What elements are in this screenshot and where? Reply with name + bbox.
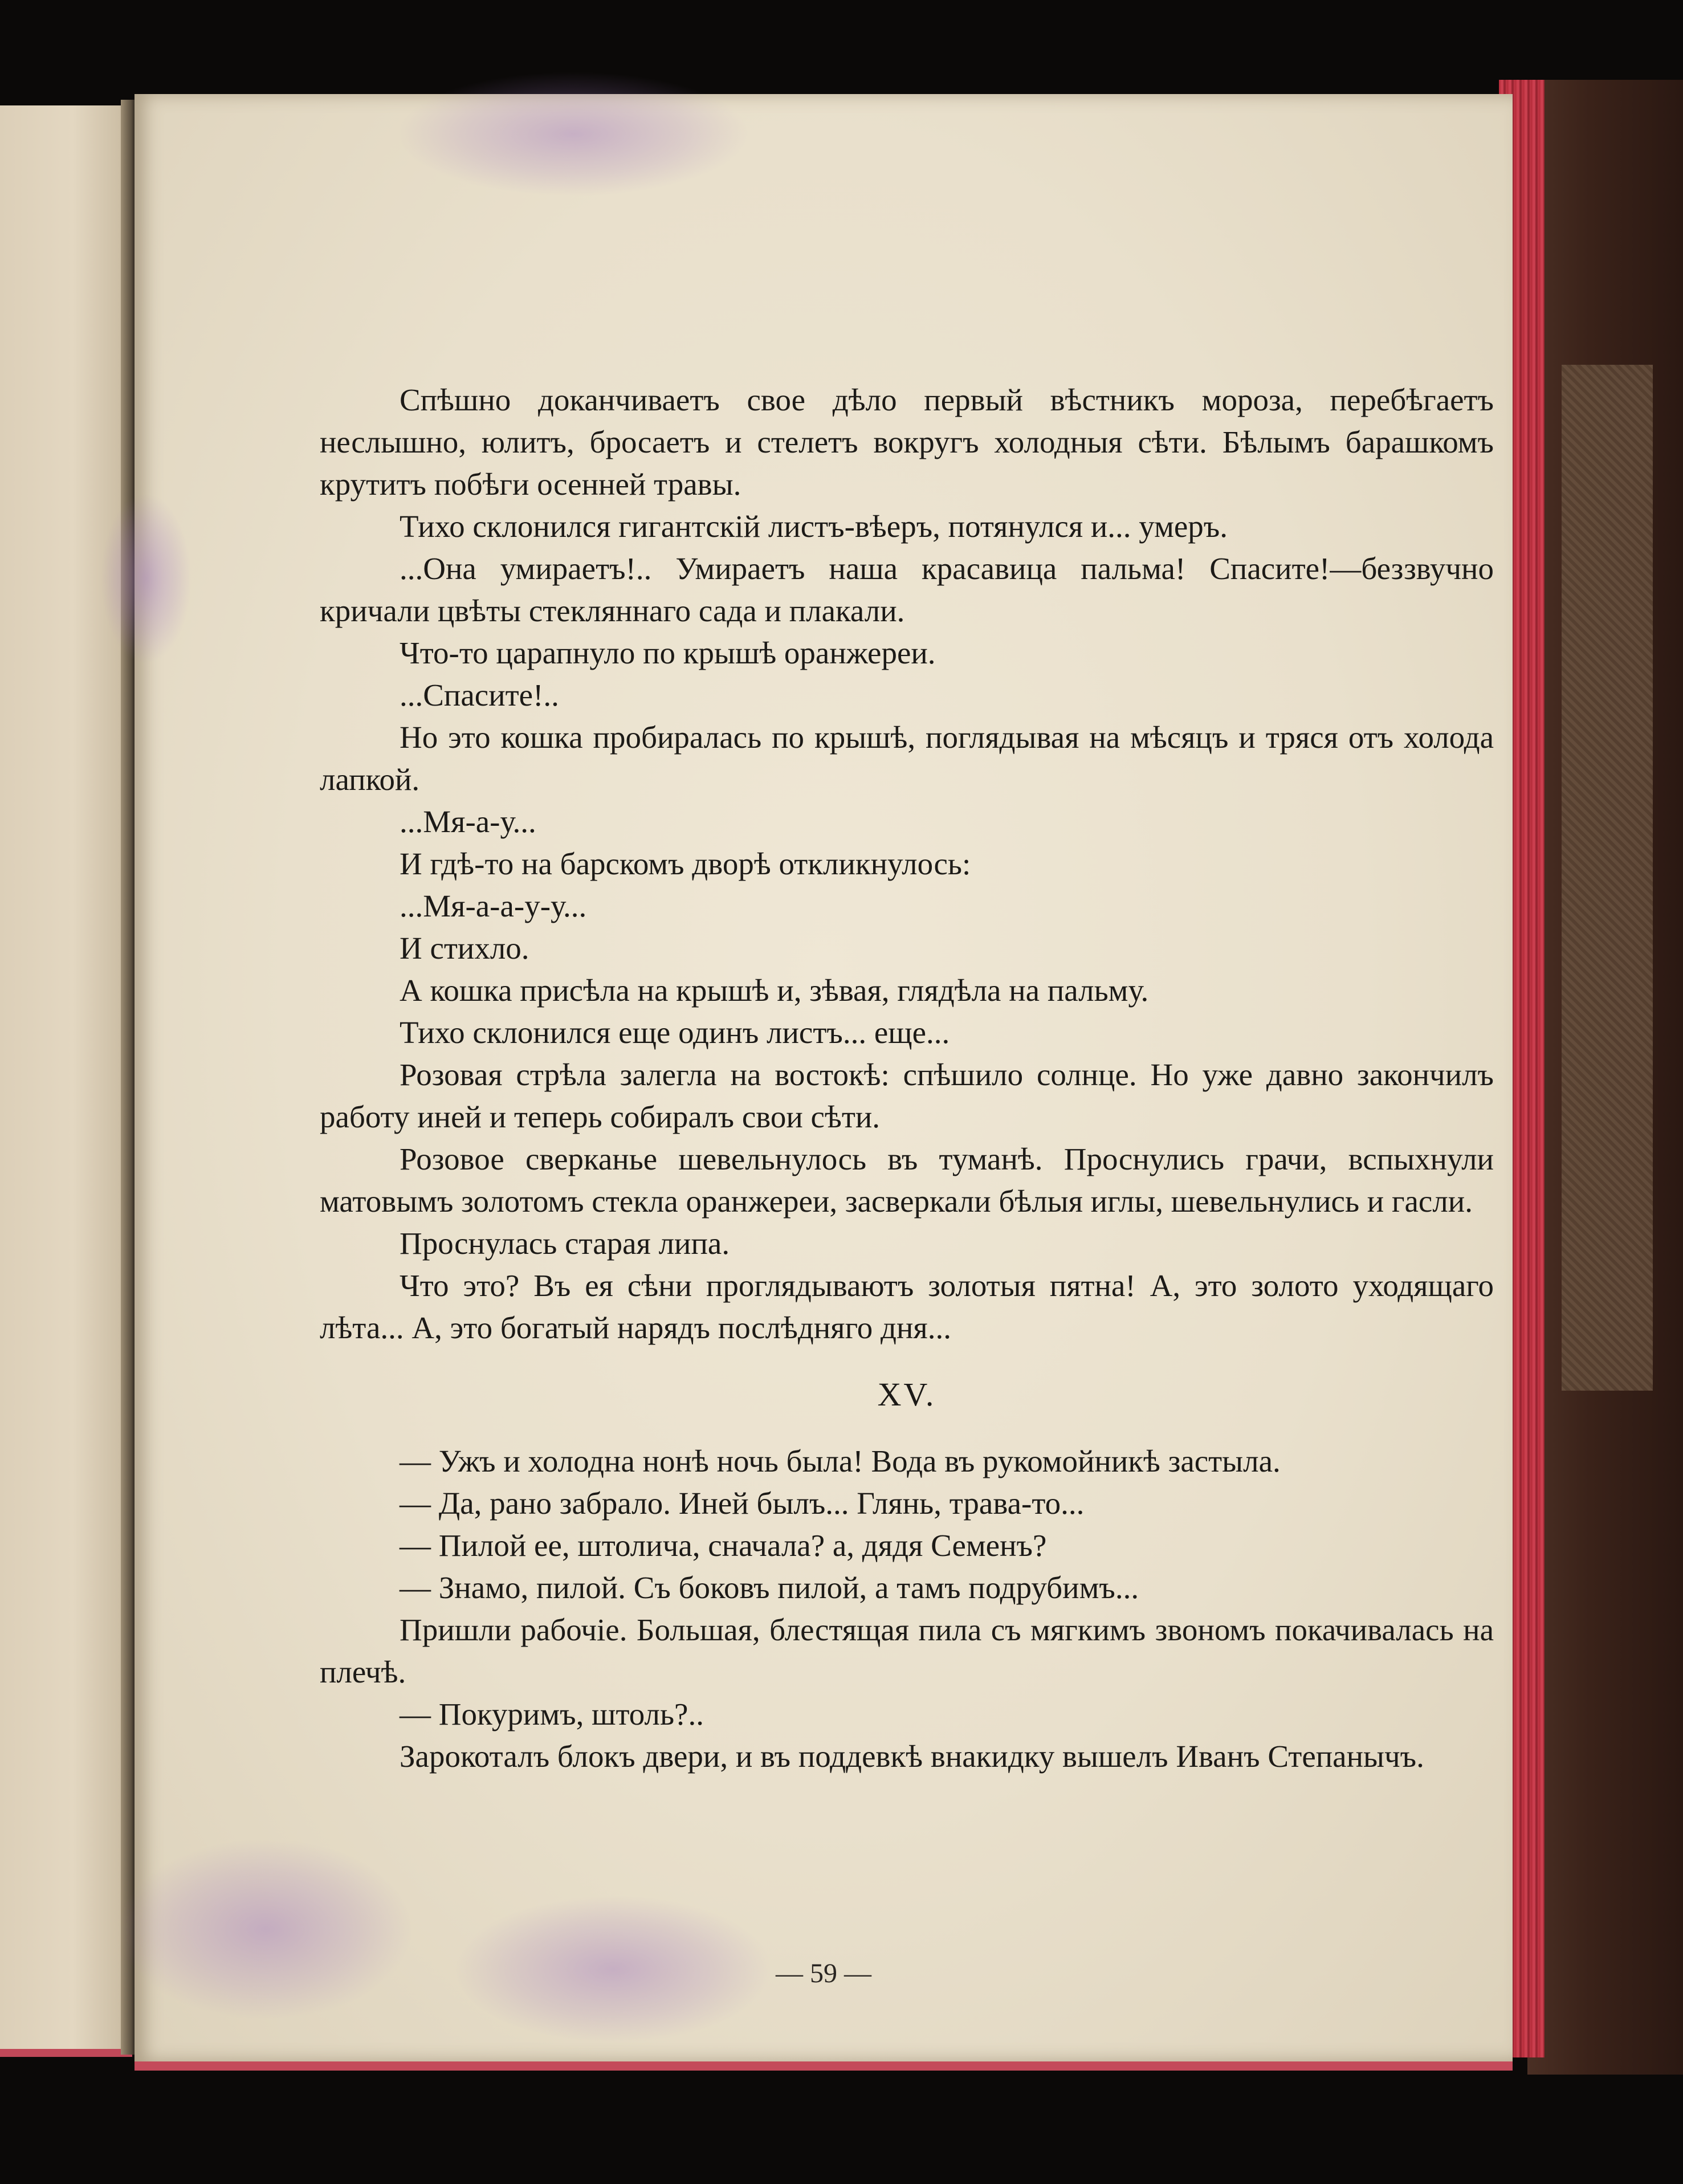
paragraph: ...Мя-а-у... (400, 804, 536, 839)
paragraph: Проснулась старая липа. (400, 1226, 730, 1261)
paragraph: ...Мя-а-а-у-у... (400, 889, 587, 923)
paragraph: Но это кошка пробиралась по крышѣ, поглядывая на мѣсяцъ и тряся отъ холода лапкой. (320, 720, 1494, 797)
paragraph: И гдѣ-то на барскомъ дворѣ откликнулось: (400, 846, 971, 881)
paragraph: — Пилой ее, штолича, сначала? а, дядя Семенъ? (400, 1528, 1047, 1563)
paragraph: Зарокоталъ блокъ двери, и въ поддевкѣ внакидку вышелъ Иванъ Степанычъ. (400, 1739, 1424, 1774)
ink-stain (100, 493, 191, 664)
paragraph: А кошка присѣла на крышѣ и, зѣвая, глядѣла на пальму. (400, 973, 1149, 1008)
page-number: — 59 — (776, 1958, 871, 1989)
paragraph: Тихо склонился еще одинъ листъ... еще... (400, 1015, 950, 1050)
paragraph: Спѣшно доканчиваетъ свое дѣло первый вѣстникъ мороза, перебѣгаетъ неслышно, юлитъ, бросаетъ и стелетъ вокругъ холодныя сѣти. Бѣлымъ барашкомъ крутитъ побѣги осенней травы. (320, 382, 1494, 502)
paragraph: Что-то царапнуло по крышѣ оранжереи. (400, 635, 936, 670)
paragraph: Тихо склонился гигантскій листъ-вѣеръ, потянулся и... умеръ. (400, 509, 1228, 544)
ink-stain (117, 1838, 414, 2020)
section-heading: XV. (877, 1376, 936, 1413)
cover-cloth-texture (1562, 365, 1653, 1391)
paragraph: Что это? Въ ея сѣни проглядываютъ золотыя пятна! А, это золото уходящаго лѣта... А, это богатый нарядъ послѣдняго дня... (320, 1268, 1494, 1345)
paragraph: Розовая стрѣла залегла на востокѣ: спѣшило солнце. Но уже давно закончилъ работу иней и теперь собиралъ свои сѣти. (320, 1057, 1494, 1134)
page-text (320, 379, 1494, 1778)
left-page (0, 105, 132, 2057)
paragraph: — Ужъ и холодна нонѣ ночь была! Вода въ рукомойникѣ застыла. (400, 1444, 1281, 1478)
paragraph: Розовое сверканье шевельнулось въ туманѣ. Проснулись грачи, вспыхнули матовымъ золотомъ стекла оранжереи, засверкали бѣлыя иглы, шевельнулись и гасли. (320, 1142, 1494, 1219)
ink-stain (397, 71, 750, 197)
paragraph: — Да, рано забрало. Иней былъ... Глянь, трава-то... (400, 1486, 1085, 1521)
book-page (135, 94, 1513, 2071)
paragraph: Пришли рабочіе. Большая, блестящая пила съ мягкимъ звономъ покачивалась на плечѣ. (320, 1612, 1494, 1689)
paragraph: ...Она умираетъ!.. Умираетъ наша красавица пальма! Спасите!—беззвучно кричали цвѣты стекляннаго сада и плакали. (320, 551, 1494, 628)
paragraph: — Покуримъ, штоль?.. (400, 1697, 704, 1731)
paragraph: И стихло. (400, 931, 529, 965)
paragraph: ...Спасите!.. (400, 678, 559, 712)
paragraph: — Знамо, пилой. Съ боковъ пилой, а тамъ подрубимъ... (400, 1570, 1139, 1605)
